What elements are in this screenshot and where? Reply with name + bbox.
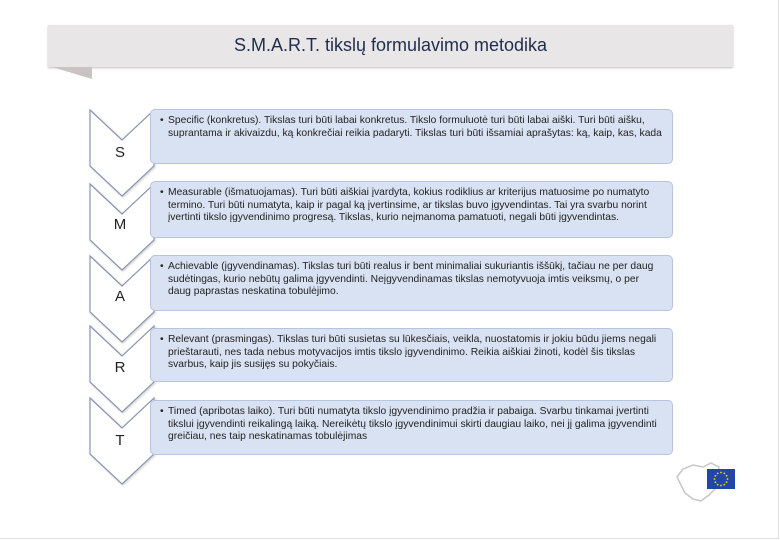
lithuania-eu-logo bbox=[673, 455, 743, 511]
letter-r: R bbox=[114, 359, 126, 376]
description-box-t bbox=[150, 400, 673, 455]
letter-m: M bbox=[113, 216, 127, 233]
description-text-r: • Relevant (prasmingas). Tikslas turi būti susietas su lūkesčiais, veikla, nuostatomis ir jokiu būdu jiems negali prieštarauti, nes tada nebus motyvacijos imtis tikslo įgyvendinimo. Reikia aiškiai žinoti, kodėl šis tikslas svarbus, kaip jis susijęs su pokyčiais. bbox=[168, 334, 657, 371]
description-text-m: • Measurable (išmatuojamas). Turi būti aiškiai įvardyta, kokius rodiklius ar kriterijus matuosime po numatyto termino. Turi būti numatyta, kaip ir pagal ką įvertinsime, ar tikslas buvo įgyvendintas. Tai yra svarbu norint įvertinti tikslo įgyvendinimo progresą. Tikslas, kurio neįmanoma pamatuoti, negali būti įgyvendintas. bbox=[168, 187, 650, 224]
description-box-a bbox=[150, 255, 673, 311]
letter-t: T bbox=[115, 432, 125, 449]
letter-s: S bbox=[114, 144, 125, 161]
page-title: S.M.A.R.T. tikslų formulavimo metodika bbox=[233, 35, 548, 55]
description-text-s: • Specific (konkretus). Tikslas turi būti labai konkretus. Tikslo formuluotė turi būti labai aiški. Turi būti aišku, suprantama ir akivaizdu, ką konkrečiai reikia padaryti. Tikslas turi būti išsamiai aprašytas: ką, kaip, kas, kada bbox=[168, 115, 662, 139]
letter-a: A bbox=[114, 288, 125, 305]
description-box-s bbox=[150, 109, 673, 164]
description-box-m bbox=[150, 181, 673, 238]
description-text-a: • Achievable (įgyvendinamas). Tikslas turi būti realus ir bent minimaliai sukuriantis iššūkį, tačiau ne per daug sudėtingas, kurio nebūtų galima įgyvendinti. Neįgyvendinamas tikslas nemotyvuoja imtis veiksmų, o per daug paprastas neskatina tobulėjimo. bbox=[168, 261, 654, 298]
description-text-t: • Timed (apribotas laiko). Turi būti numatyta tikslo įgyvendinimo pradžia ir pabaiga. Svarbu tinkamai įvertinti tikslui įgyvendinti reikalingą laiką. Nereikėtų tikslo įgyvendinimui skirti daugiau laiko, nei jį galima įgyvendinti greičiau, nes taip neskatinamas tobulėjimas bbox=[168, 406, 657, 443]
description-box-r bbox=[150, 328, 673, 382]
